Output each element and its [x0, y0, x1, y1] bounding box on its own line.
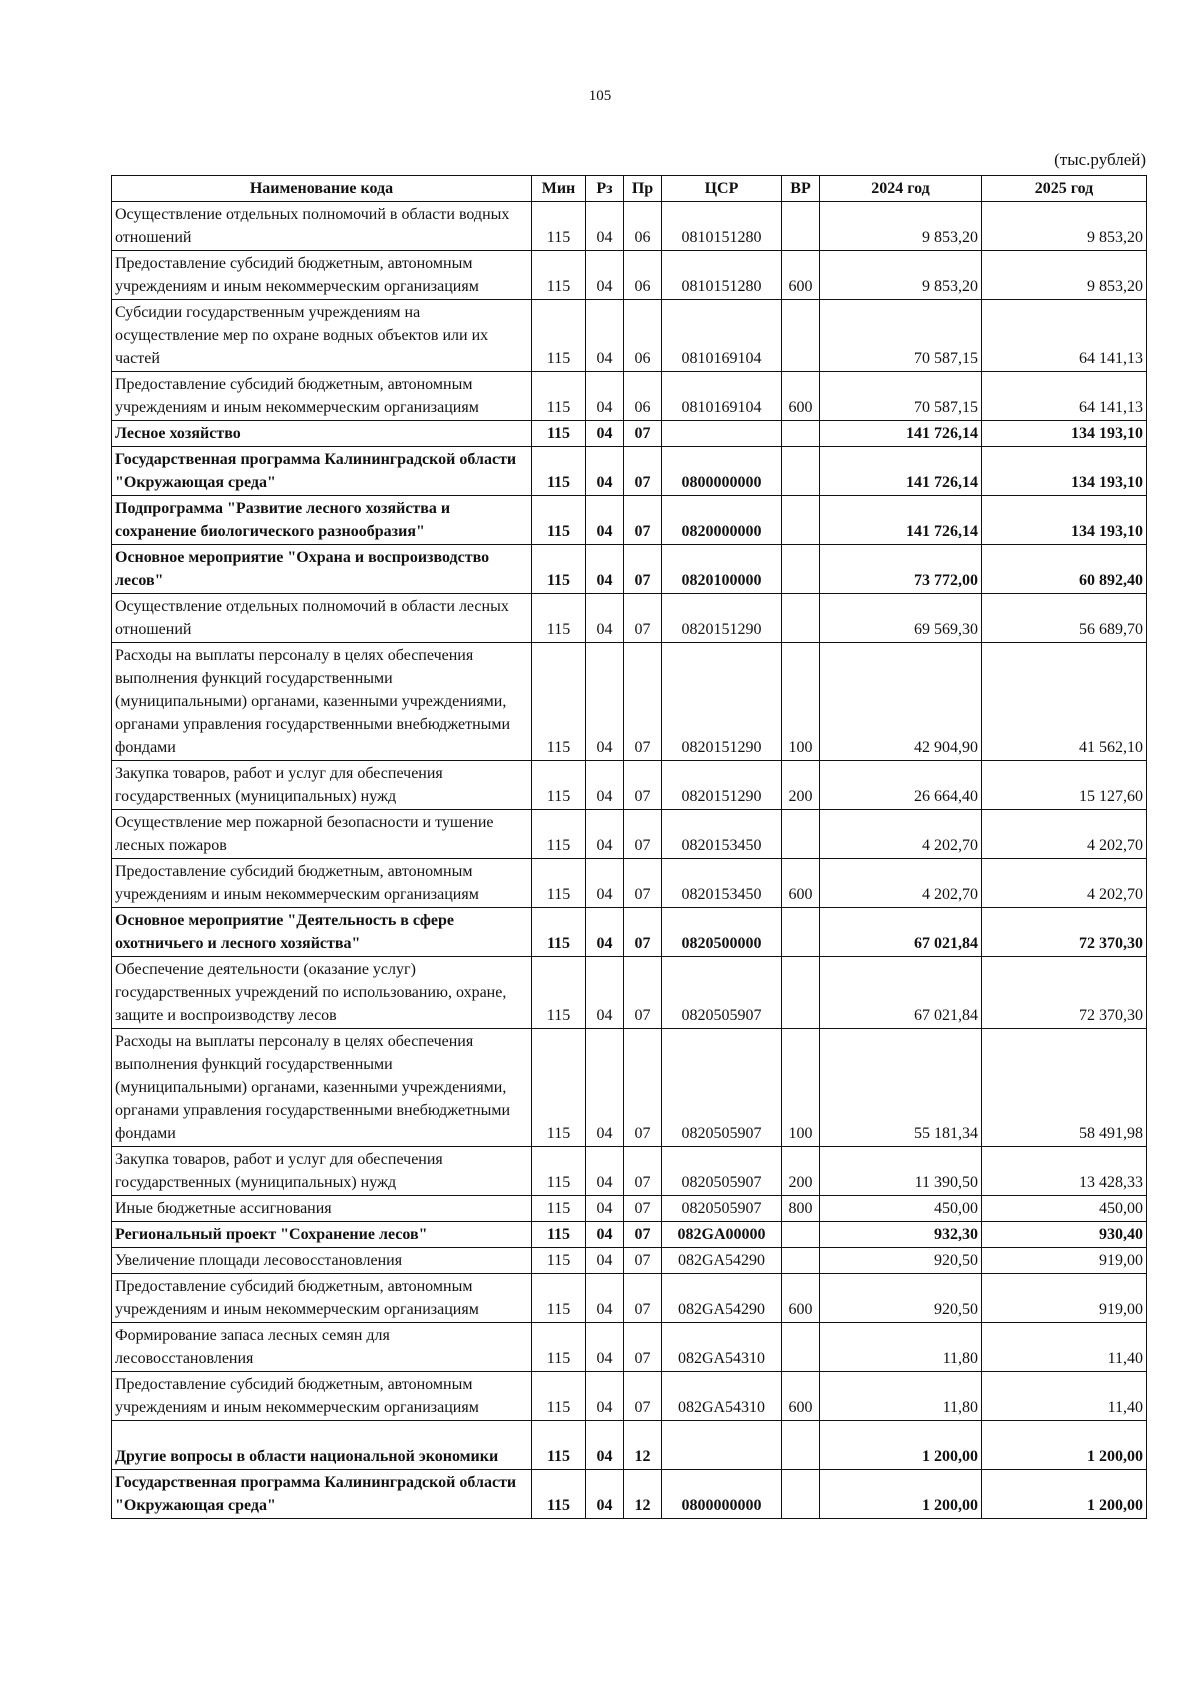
cell-csr: 082GA54290 — [662, 1274, 782, 1323]
cell-2024: 9 853,20 — [820, 251, 982, 300]
cell-min: 115 — [532, 810, 586, 859]
cell-min: 115 — [532, 859, 586, 908]
cell-rz: 04 — [586, 1029, 624, 1147]
cell-2025: 450,00 — [982, 1196, 1147, 1222]
cell-min: 115 — [532, 643, 586, 761]
cell-csr: 082GA54310 — [662, 1372, 782, 1421]
cell-rz: 04 — [586, 957, 624, 1029]
table-body — [112, 202, 1147, 1519]
cell-min: 115 — [532, 300, 586, 372]
cell-pr: 07 — [624, 761, 662, 810]
cell-2025: 13 428,33 — [982, 1147, 1147, 1196]
cell-2025: 919,00 — [982, 1274, 1147, 1323]
header-2025: 2025 год — [982, 176, 1147, 202]
cell-min: 115 — [532, 1323, 586, 1372]
cell-2024: 70 587,15 — [820, 372, 982, 421]
cell-2024: 141 726,14 — [820, 496, 982, 545]
cell-min: 115 — [532, 1274, 586, 1323]
table-header-row — [112, 176, 1147, 202]
cell-min: 115 — [532, 1470, 586, 1519]
cell-rz: 04 — [586, 810, 624, 859]
header-name: Наименование кода — [112, 176, 532, 202]
cell-csr: 0800000000 — [662, 1470, 782, 1519]
budget-table — [111, 175, 1147, 1519]
cell-name: Формирование запаса лесных семян для лесовосстановления — [112, 1323, 532, 1372]
cell-2024: 55 181,34 — [820, 1029, 982, 1147]
cell-pr: 07 — [624, 957, 662, 1029]
cell-2024: 4 202,70 — [820, 810, 982, 859]
cell-vr: 200 — [782, 1147, 820, 1196]
cell-rz: 04 — [586, 300, 624, 372]
cell-csr: 0820151290 — [662, 643, 782, 761]
cell-name: Осуществление отдельных полномочий в области лесных отношений — [112, 594, 532, 643]
cell-2024: 11,80 — [820, 1372, 982, 1421]
cell-pr: 07 — [624, 643, 662, 761]
cell-pr: 07 — [624, 447, 662, 496]
table-row — [112, 859, 1147, 908]
cell-2025: 64 141,13 — [982, 300, 1147, 372]
cell-rz: 04 — [586, 594, 624, 643]
header-2024: 2024 год — [820, 176, 982, 202]
cell-vr — [782, 1421, 820, 1470]
cell-pr: 07 — [624, 1029, 662, 1147]
cell-name: Основное мероприятие "Деятельность в сфере охотничьего и лесного хозяйства" — [112, 908, 532, 957]
cell-2025: 72 370,30 — [982, 908, 1147, 957]
table-row — [112, 1248, 1147, 1274]
cell-min: 115 — [532, 1248, 586, 1274]
cell-pr: 07 — [624, 810, 662, 859]
cell-rz: 04 — [586, 1372, 624, 1421]
cell-csr: 082GA00000 — [662, 1222, 782, 1248]
table-row — [112, 496, 1147, 545]
cell-rz: 04 — [586, 1470, 624, 1519]
cell-2024: 9 853,20 — [820, 202, 982, 251]
cell-rz: 04 — [586, 1196, 624, 1222]
cell-vr: 600 — [782, 251, 820, 300]
table-row — [112, 545, 1147, 594]
cell-name: Осуществление отдельных полномочий в области водных отношений — [112, 202, 532, 251]
cell-2024: 4 202,70 — [820, 859, 982, 908]
cell-pr: 06 — [624, 300, 662, 372]
cell-2024: 73 772,00 — [820, 545, 982, 594]
cell-2024: 11 390,50 — [820, 1147, 982, 1196]
cell-2024: 42 904,90 — [820, 643, 982, 761]
cell-2025: 11,40 — [982, 1323, 1147, 1372]
cell-name: Другие вопросы в области национальной экономики — [112, 1421, 532, 1470]
cell-2024: 11,80 — [820, 1323, 982, 1372]
cell-rz: 04 — [586, 1323, 624, 1372]
cell-name: Осуществление мер пожарной безопасности и тушение лесных пожаров — [112, 810, 532, 859]
table-row — [112, 1274, 1147, 1323]
table-row — [112, 957, 1147, 1029]
table-row — [112, 1222, 1147, 1248]
cell-vr: 600 — [782, 372, 820, 421]
cell-pr: 07 — [624, 594, 662, 643]
cell-2025: 9 853,20 — [982, 202, 1147, 251]
table-row — [112, 1196, 1147, 1222]
table-row — [112, 447, 1147, 496]
cell-pr: 07 — [624, 1196, 662, 1222]
cell-2025: 41 562,10 — [982, 643, 1147, 761]
cell-vr: 600 — [782, 1274, 820, 1323]
cell-name: Предоставление субсидий бюджетным, автономным учреждениям и иным некоммерческим организациям — [112, 859, 532, 908]
header-min: Мин — [532, 176, 586, 202]
table-row — [112, 1147, 1147, 1196]
cell-rz: 04 — [586, 251, 624, 300]
cell-2025: 9 853,20 — [982, 251, 1147, 300]
cell-2025: 1 200,00 — [982, 1470, 1147, 1519]
cell-vr — [782, 545, 820, 594]
cell-name: Предоставление субсидий бюджетным, автономным учреждениям и иным некоммерческим организациям — [112, 1372, 532, 1421]
cell-2025: 134 193,10 — [982, 421, 1147, 447]
cell-pr: 06 — [624, 372, 662, 421]
cell-name: Предоставление субсидий бюджетным, автономным учреждениям и иным некоммерческим организациям — [112, 372, 532, 421]
cell-pr: 07 — [624, 1274, 662, 1323]
table-row — [112, 594, 1147, 643]
cell-2024: 450,00 — [820, 1196, 982, 1222]
cell-2025: 919,00 — [982, 1248, 1147, 1274]
cell-pr: 07 — [624, 1323, 662, 1372]
cell-name: Субсидии государственным учреждениям на осуществление мер по охране водных объектов или их частей — [112, 300, 532, 372]
cell-2025: 72 370,30 — [982, 957, 1147, 1029]
cell-pr: 07 — [624, 545, 662, 594]
table-row — [112, 202, 1147, 251]
cell-vr: 800 — [782, 1196, 820, 1222]
cell-2024: 920,50 — [820, 1248, 982, 1274]
cell-rz: 04 — [586, 908, 624, 957]
cell-name: Региональный проект "Сохранение лесов" — [112, 1222, 532, 1248]
cell-name: Предоставление субсидий бюджетным, автономным учреждениям и иным некоммерческим организациям — [112, 1274, 532, 1323]
cell-2024: 69 569,30 — [820, 594, 982, 643]
cell-2025: 56 689,70 — [982, 594, 1147, 643]
cell-2024: 1 200,00 — [820, 1470, 982, 1519]
cell-2025: 930,40 — [982, 1222, 1147, 1248]
cell-csr: 0820500000 — [662, 908, 782, 957]
cell-name: Закупка товаров, работ и услуг для обеспечения государственных (муниципальных) нужд — [112, 1147, 532, 1196]
cell-csr: 0820153450 — [662, 810, 782, 859]
cell-pr: 06 — [624, 251, 662, 300]
table-row — [112, 643, 1147, 761]
cell-pr: 07 — [624, 1248, 662, 1274]
table-row — [112, 1372, 1147, 1421]
header-pr: Пр — [624, 176, 662, 202]
cell-csr: 0820505907 — [662, 1029, 782, 1147]
cell-vr — [782, 1248, 820, 1274]
cell-vr — [782, 1222, 820, 1248]
cell-min: 115 — [532, 1147, 586, 1196]
table-row — [112, 810, 1147, 859]
cell-vr: 600 — [782, 859, 820, 908]
table-row — [112, 1323, 1147, 1372]
cell-2024: 932,30 — [820, 1222, 982, 1248]
cell-rz: 04 — [586, 643, 624, 761]
cell-vr — [782, 300, 820, 372]
header-vr: ВР — [782, 176, 820, 202]
cell-rz: 04 — [586, 1274, 624, 1323]
cell-2024: 141 726,14 — [820, 447, 982, 496]
cell-vr: 100 — [782, 643, 820, 761]
cell-2025: 4 202,70 — [982, 810, 1147, 859]
cell-pr: 07 — [624, 1222, 662, 1248]
cell-min: 115 — [532, 1372, 586, 1421]
cell-pr: 12 — [624, 1470, 662, 1519]
cell-vr — [782, 447, 820, 496]
page-number: 105 — [588, 88, 612, 104]
cell-2025: 4 202,70 — [982, 859, 1147, 908]
cell-name: Расходы на выплаты персоналу в целях обеспечения выполнения функций государственными (муниципальными) органами, казенными учреждениями, органами управления государственными внебюджетными фондами — [112, 643, 532, 761]
cell-pr: 07 — [624, 1147, 662, 1196]
cell-min: 115 — [532, 761, 586, 810]
cell-rz: 04 — [586, 1421, 624, 1470]
cell-min: 115 — [532, 908, 586, 957]
cell-rz: 04 — [586, 496, 624, 545]
cell-2024: 1 200,00 — [820, 1421, 982, 1470]
cell-csr: 0820151290 — [662, 761, 782, 810]
cell-min: 115 — [532, 251, 586, 300]
cell-rz: 04 — [586, 421, 624, 447]
table-row — [112, 1470, 1147, 1519]
cell-name: Расходы на выплаты персоналу в целях обеспечения выполнения функций государственными (муниципальными) органами, казенными учреждениями, органами управления государственными внебюджетными фондами — [112, 1029, 532, 1147]
cell-vr — [782, 908, 820, 957]
cell-rz: 04 — [586, 1222, 624, 1248]
cell-pr: 07 — [624, 496, 662, 545]
cell-rz: 04 — [586, 859, 624, 908]
cell-name: Обеспечение деятельности (оказание услуг) государственных учреждений по использованию, охране, защите и воспроизводству лесов — [112, 957, 532, 1029]
table-row — [112, 908, 1147, 957]
table-row — [112, 1029, 1147, 1147]
cell-2024: 920,50 — [820, 1274, 982, 1323]
cell-min: 115 — [532, 594, 586, 643]
cell-2025: 60 892,40 — [982, 545, 1147, 594]
cell-csr: 0820505907 — [662, 1147, 782, 1196]
cell-name: Государственная программа Калининградской области "Окружающая среда" — [112, 447, 532, 496]
cell-csr: 0810169104 — [662, 372, 782, 421]
cell-pr: 06 — [624, 202, 662, 251]
cell-rz: 04 — [586, 1248, 624, 1274]
cell-vr — [782, 957, 820, 1029]
cell-csr: 0820153450 — [662, 859, 782, 908]
cell-name: Закупка товаров, работ и услуг для обеспечения государственных (муниципальных) нужд — [112, 761, 532, 810]
cell-name: Основное мероприятие "Охрана и воспроизводство лесов" — [112, 545, 532, 594]
cell-2024: 70 587,15 — [820, 300, 982, 372]
cell-2024: 26 664,40 — [820, 761, 982, 810]
cell-min: 115 — [532, 957, 586, 1029]
table-row — [112, 1421, 1147, 1470]
cell-csr — [662, 421, 782, 447]
cell-pr: 07 — [624, 1372, 662, 1421]
cell-csr: 0820100000 — [662, 545, 782, 594]
table-row — [112, 372, 1147, 421]
cell-2025: 134 193,10 — [982, 447, 1147, 496]
cell-min: 115 — [532, 545, 586, 594]
cell-csr — [662, 1421, 782, 1470]
cell-name: Иные бюджетные ассигнования — [112, 1196, 532, 1222]
cell-vr — [782, 496, 820, 545]
cell-pr: 07 — [624, 908, 662, 957]
cell-vr — [782, 1323, 820, 1372]
cell-name: Лесное хозяйство — [112, 421, 532, 447]
cell-min: 115 — [532, 1421, 586, 1470]
cell-vr — [782, 421, 820, 447]
cell-csr: 0810151280 — [662, 202, 782, 251]
cell-vr: 100 — [782, 1029, 820, 1147]
cell-min: 115 — [532, 1196, 586, 1222]
cell-min: 115 — [532, 1029, 586, 1147]
header-rz: Рз — [586, 176, 624, 202]
cell-2024: 141 726,14 — [820, 421, 982, 447]
cell-vr — [782, 594, 820, 643]
cell-2025: 134 193,10 — [982, 496, 1147, 545]
cell-rz: 04 — [586, 202, 624, 251]
cell-csr: 082GA54290 — [662, 1248, 782, 1274]
cell-min: 115 — [532, 421, 586, 447]
cell-min: 115 — [532, 372, 586, 421]
cell-csr: 0810169104 — [662, 300, 782, 372]
cell-vr — [782, 1470, 820, 1519]
cell-min: 115 — [532, 1222, 586, 1248]
cell-min: 115 — [532, 447, 586, 496]
cell-name: Предоставление субсидий бюджетным, автономным учреждениям и иным некоммерческим организациям — [112, 251, 532, 300]
cell-name: Подпрограмма "Развитие лесного хозяйства и сохранение биологического разнообразия" — [112, 496, 532, 545]
cell-vr: 600 — [782, 1372, 820, 1421]
cell-2025: 58 491,98 — [982, 1029, 1147, 1147]
cell-vr: 200 — [782, 761, 820, 810]
cell-name: Государственная программа Калининградской области "Окружающая среда" — [112, 1470, 532, 1519]
table-row — [112, 251, 1147, 300]
cell-csr: 0820000000 — [662, 496, 782, 545]
cell-pr: 07 — [624, 421, 662, 447]
cell-pr: 07 — [624, 859, 662, 908]
cell-pr: 12 — [624, 1421, 662, 1470]
cell-csr: 0820505907 — [662, 957, 782, 1029]
cell-csr: 0810151280 — [662, 251, 782, 300]
cell-rz: 04 — [586, 372, 624, 421]
cell-name: Увеличение площади лесовосстановления — [112, 1248, 532, 1274]
table-row — [112, 761, 1147, 810]
units-label: (тыс.рублей) — [1054, 150, 1146, 169]
header-csr: ЦСР — [662, 176, 782, 202]
cell-csr: 082GA54310 — [662, 1323, 782, 1372]
cell-min: 115 — [532, 202, 586, 251]
cell-vr — [782, 202, 820, 251]
cell-2025: 15 127,60 — [982, 761, 1147, 810]
cell-rz: 04 — [586, 447, 624, 496]
cell-2025: 1 200,00 — [982, 1421, 1147, 1470]
cell-rz: 04 — [586, 761, 624, 810]
cell-2024: 67 021,84 — [820, 957, 982, 1029]
cell-csr: 0820151290 — [662, 594, 782, 643]
cell-2024: 67 021,84 — [820, 908, 982, 957]
cell-2025: 64 141,13 — [982, 372, 1147, 421]
cell-min: 115 — [532, 496, 586, 545]
table-row — [112, 421, 1147, 447]
cell-2025: 11,40 — [982, 1372, 1147, 1421]
cell-rz: 04 — [586, 1147, 624, 1196]
cell-rz: 04 — [586, 545, 624, 594]
cell-csr: 0820505907 — [662, 1196, 782, 1222]
cell-csr: 0800000000 — [662, 447, 782, 496]
table-row — [112, 300, 1147, 372]
cell-vr — [782, 810, 820, 859]
